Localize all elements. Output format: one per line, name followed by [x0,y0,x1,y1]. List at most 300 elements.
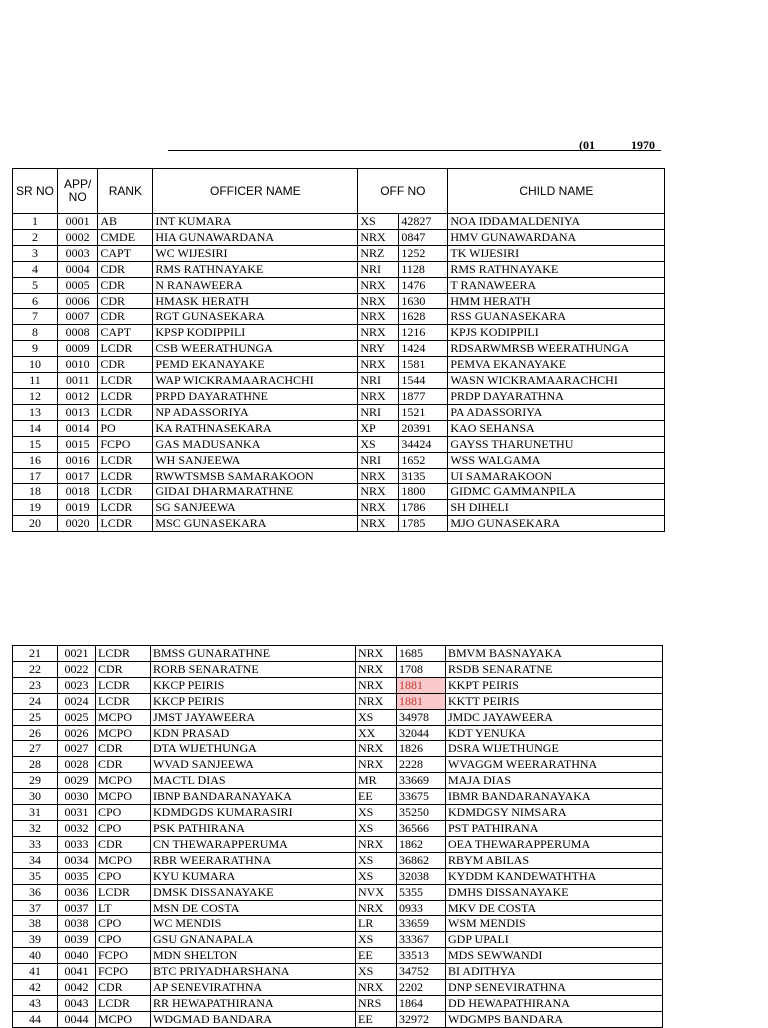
sr-no-cell: 11 [13,373,58,389]
officer-name-cell: MSC GUNASEKARA [153,516,358,532]
app-no-cell: 0036 [58,884,96,900]
child-name-cell: PRDP DAYARATHNA [448,388,665,404]
sr-no-cell: 5 [13,277,58,293]
off-no-number-cell: 1128 [399,261,448,277]
rank-cell: CAPT [98,325,153,341]
app-no-cell: 0003 [58,245,98,261]
off-no-prefix-cell: XS [358,436,399,452]
off-no-prefix-cell: XS [356,709,397,725]
off-no-prefix-cell: NRI [358,261,399,277]
rank-cell: MCPO [96,709,151,725]
rank-cell: CPO [96,805,151,821]
off-no-prefix-cell: EE [356,789,397,805]
table-row [13,900,663,916]
rank-cell: LCDR [98,452,153,468]
officer-name-cell: GIDAI DHARMARATHNE [153,484,358,500]
rank-cell: LCDR [96,646,151,662]
sr-no-cell: 10 [13,357,58,373]
sr-no-cell: 6 [13,293,58,309]
officer-name-cell: SG SANJEEWA [153,500,358,516]
app-no-cell: 0027 [58,741,96,757]
child-name-cell: DMHS DISSANAYAKE [446,884,663,900]
app-no-cell: 0013 [58,404,98,420]
app-no-cell: 0017 [58,468,98,484]
off-no-number-cell: 32972 [397,1011,446,1027]
off-no-number-cell: 1581 [399,357,448,373]
table-row [13,277,665,293]
officer-name-cell: KDN PRASAD [151,725,356,741]
app-no-cell: 0042 [58,980,96,996]
off-no-prefix-cell: XS [358,214,399,230]
app-no-cell: 0025 [58,709,96,725]
rank-cell: CPO [96,932,151,948]
off-no-prefix-cell: NRI [358,373,399,389]
sr-no-cell: 42 [13,980,58,996]
child-name-cell: T RANAWEERA [448,277,665,293]
off-no-number-cell: 1862 [397,836,446,852]
off-no-prefix-cell: XS [356,852,397,868]
rank-cell: LCDR [96,884,151,900]
child-name-cell: MJO GUNASEKARA [448,516,665,532]
rank-cell: MCPO [96,1011,151,1027]
officer-name-cell: PRPD DAYARATHNE [153,388,358,404]
sr-no-cell: 24 [13,693,58,709]
child-name-cell: GDP UPALI [446,932,663,948]
sr-no-cell: 7 [13,309,58,325]
sr-no-cell: 9 [13,341,58,357]
off-no-number-cell: 1544 [399,373,448,389]
officer-name-cell: MACTL DIAS [151,773,356,789]
child-name-cell: RSDB SENARATNE [446,661,663,677]
table-row [13,725,663,741]
off-no-number-cell: 1877 [399,388,448,404]
header-underline [168,150,661,151]
officer-name-cell: KKCP PEIRIS [151,677,356,693]
child-name-cell: WSM MENDIS [446,916,663,932]
officer-name-cell: PSK PATHIRANA [151,820,356,836]
table-row [13,980,663,996]
app-no-cell: 0005 [58,277,98,293]
off-no-prefix-cell: XX [356,725,397,741]
rank-cell: LCDR [98,500,153,516]
sr-no-cell: 1 [13,214,58,230]
app-no-cell: 0029 [58,773,96,789]
header-ref-open: (01 [579,138,595,152]
off-no-number-cell: 32038 [397,868,446,884]
rank-cell: MCPO [96,789,151,805]
officer-name-cell: WAP WICKRAMAARACHCHI [153,373,358,389]
app-no-cell: 0024 [58,693,96,709]
child-name-cell: GAYSS THARUNETHU [448,436,665,452]
app-no-cell: 0043 [58,995,96,1011]
table-row [13,789,663,805]
off-no-number-cell: 1786 [399,500,448,516]
rank-cell: CDR [98,357,153,373]
off-no-prefix-cell: NRX [356,677,397,693]
child-name-cell: WASN WICKRAMAARACHCHI [448,373,665,389]
sr-no-cell: 39 [13,932,58,948]
rank-cell: CDR [98,261,153,277]
app-no-cell: 0020 [58,516,98,532]
off-no-prefix-cell: NRX [358,468,399,484]
rank-cell: CPO [96,820,151,836]
child-name-cell: SH DIHELI [448,500,665,516]
sr-no-cell: 44 [13,1011,58,1027]
rank-cell: CDR [96,757,151,773]
app-no-cell: 0040 [58,948,96,964]
table-row [13,995,663,1011]
child-name-cell: RMS RATHNAYAKE [448,261,665,277]
sr-no-cell: 14 [13,420,58,436]
sr-no-cell: 41 [13,964,58,980]
officer-name-cell: NP ADASSORIYA [153,404,358,420]
rank-cell: LCDR [98,484,153,500]
rank-cell: LCDR [98,341,153,357]
off-no-number-cell: 33669 [397,773,446,789]
off-no-prefix-cell: MR [356,773,397,789]
sr-no-cell: 26 [13,725,58,741]
officer-name-cell: KDMDGDS KUMARASIRI [151,805,356,821]
app-no-cell: 0028 [58,757,96,773]
child-name-cell: TK WIJESIRI [448,245,665,261]
officer-table-1 [12,168,665,532]
sr-no-cell: 30 [13,789,58,805]
col-officer-name: OFFICER NAME [153,169,358,214]
off-no-number-cell: 33513 [397,948,446,964]
table-row [13,516,665,532]
off-no-prefix-cell: NRX [356,900,397,916]
rank-cell: LCDR [98,516,153,532]
table-row [13,261,665,277]
table-header-row [13,169,665,214]
off-no-number-cell: 36862 [397,852,446,868]
off-no-number-cell: 1628 [399,309,448,325]
off-no-number-cell: 34978 [397,709,446,725]
officer-name-cell: BTC PRIYADHARSHANA [151,964,356,980]
app-no-cell: 0014 [58,420,98,436]
off-no-prefix-cell: NRX [356,757,397,773]
app-no-cell: 0006 [58,293,98,309]
table-row [13,709,663,725]
child-name-cell: MDS SEWWANDI [446,948,663,964]
off-no-prefix-cell: XS [356,964,397,980]
rank-cell: CDR [96,836,151,852]
table-row [13,932,663,948]
table-row [13,452,665,468]
table-row [13,757,663,773]
officer-name-cell: AP SENEVIRATHNA [151,980,356,996]
sr-no-cell: 22 [13,661,58,677]
off-no-number-cell: 1800 [399,484,448,500]
off-no-number-cell: 2202 [397,980,446,996]
officer-name-cell: RBR WEERARATHNA [151,852,356,868]
table-row [13,309,665,325]
table-row [13,820,663,836]
rank-cell: LCDR [98,468,153,484]
rank-cell: LCDR [96,693,151,709]
app-no-cell: 0016 [58,452,98,468]
table-row [13,661,663,677]
child-name-cell: WVAGGM WEERARATHNA [446,757,663,773]
off-no-prefix-cell: NRX [356,836,397,852]
sr-no-cell: 23 [13,677,58,693]
sr-no-cell: 33 [13,836,58,852]
off-no-number-cell: 36566 [397,820,446,836]
app-no-cell: 0018 [58,484,98,500]
officer-name-cell: DTA WIJETHUNGA [151,741,356,757]
app-no-cell: 0031 [58,805,96,821]
col-sr-no: SR NO [13,169,58,214]
off-no-prefix-cell: NRS [356,995,397,1011]
off-no-prefix-cell: LR [356,916,397,932]
table-row [13,884,663,900]
app-no-cell: 0002 [58,229,98,245]
app-no-cell: 0008 [58,325,98,341]
off-no-prefix-cell: EE [356,948,397,964]
app-no-cell: 0007 [58,309,98,325]
officer-name-cell: WC MENDIS [151,916,356,932]
rank-cell: LCDR [96,677,151,693]
app-no-cell: 0039 [58,932,96,948]
off-no-number-cell: 1685 [397,646,446,662]
off-no-number-cell: 33675 [397,789,446,805]
off-no-prefix-cell: XP [358,420,399,436]
table-row [13,741,663,757]
sr-no-cell: 18 [13,484,58,500]
officer-name-cell: N RANAWEERA [153,277,358,293]
off-no-number-cell: 5355 [397,884,446,900]
sr-no-cell: 16 [13,452,58,468]
rank-cell: CDR [96,980,151,996]
app-no-cell: 0038 [58,916,96,932]
app-no-cell: 0022 [58,661,96,677]
rank-cell: PO [98,420,153,436]
off-no-prefix-cell: NRX [358,277,399,293]
off-no-prefix-cell: EE [356,1011,397,1027]
officer-name-cell: BMSS GUNARATHNE [151,646,356,662]
rank-cell: CAPT [98,245,153,261]
child-name-cell: RBYM ABILAS [446,852,663,868]
child-name-cell: MKV DE COSTA [446,900,663,916]
child-name-cell: UI SAMARAKOON [448,468,665,484]
col-off-no: OFF NO [358,169,448,214]
table-row [13,468,665,484]
table-row [13,341,665,357]
officer-name-cell: GSU GNANAPALA [151,932,356,948]
app-no-cell: 0012 [58,388,98,404]
table-row [13,677,663,693]
off-no-prefix-cell: XS [356,868,397,884]
child-name-cell: KAO SEHANSA [448,420,665,436]
officer-name-cell: WDGMAD BANDARA [151,1011,356,1027]
child-name-cell: HMV GUNAWARDANA [448,229,665,245]
header-year: 1970 [631,138,655,152]
off-no-number-cell: 1630 [399,293,448,309]
rank-cell: CDR [96,661,151,677]
col-app-no: APP/ NO [58,169,98,214]
off-no-number-cell: 1424 [399,341,448,357]
officer-name-cell: KPSP KODIPPILI [153,325,358,341]
off-no-number-cell: 2228 [397,757,446,773]
app-no-cell: 0009 [58,341,98,357]
off-no-number-cell: 33367 [397,932,446,948]
off-no-number-cell: 42827 [399,214,448,230]
sr-no-cell: 12 [13,388,58,404]
table-body-2 [13,646,663,1028]
officer-name-cell: WC WIJESIRI [153,245,358,261]
off-no-number-cell: 1652 [399,452,448,468]
sr-no-cell: 37 [13,900,58,916]
child-name-cell: KKTT PEIRIS [446,693,663,709]
off-no-prefix-cell: NRX [358,500,399,516]
app-no-cell: 0026 [58,725,96,741]
app-no-cell: 0035 [58,868,96,884]
table-row [13,404,665,420]
off-no-number-cell: 34424 [399,436,448,452]
table-row [13,693,663,709]
officer-name-cell: CSB WEERATHUNGA [153,341,358,357]
sr-no-cell: 20 [13,516,58,532]
officer-name-cell: MSN DE COSTA [151,900,356,916]
app-no-cell: 0015 [58,436,98,452]
officer-name-cell: MDN SHELTON [151,948,356,964]
off-no-number-cell: 0933 [397,900,446,916]
table-row [13,229,665,245]
off-no-prefix-cell: NRI [358,404,399,420]
off-no-prefix-cell: NRX [358,229,399,245]
rank-cell: CPO [96,916,151,932]
sr-no-cell: 2 [13,229,58,245]
table-row [13,916,663,932]
child-name-cell: GIDMC GAMMANPILA [448,484,665,500]
rank-cell: CPO [96,868,151,884]
child-name-cell: MAJA DIAS [446,773,663,789]
off-no-number-cell: 1826 [397,741,446,757]
child-name-cell: PA ADASSORIYA [448,404,665,420]
child-name-cell: RSS GUANASEKARA [448,309,665,325]
off-no-number-cell: 1881 [397,677,446,693]
app-no-cell: 0044 [58,1011,96,1027]
table-row [13,436,665,452]
child-name-cell: RDSARWMRSB WEERATHUNGA [448,341,665,357]
off-no-number-cell: 1881 [397,693,446,709]
sr-no-cell: 31 [13,805,58,821]
officer-name-cell: RMS RATHNAYAKE [153,261,358,277]
off-no-number-cell: 1476 [399,277,448,293]
col-child-name: CHILD NAME [448,169,665,214]
sr-no-cell: 15 [13,436,58,452]
sr-no-cell: 43 [13,995,58,1011]
rank-cell: LCDR [98,404,153,420]
sr-no-cell: 32 [13,820,58,836]
off-no-number-cell: 0847 [399,229,448,245]
app-no-cell: 0034 [58,852,96,868]
officer-name-cell: GAS MADUSANKA [153,436,358,452]
child-name-cell: PEMVA EKANAYAKE [448,357,665,373]
table-row [13,836,663,852]
child-name-cell: DD HEWAPATHIRANA [446,995,663,1011]
officer-name-cell: KYU KUMARA [151,868,356,884]
off-no-number-cell: 34752 [397,964,446,980]
table-row [13,388,665,404]
off-no-prefix-cell: NRX [358,293,399,309]
off-no-prefix-cell: NRZ [358,245,399,261]
table-row [13,1011,663,1027]
child-name-cell: WSS WALGAMA [448,452,665,468]
officer-name-cell: HIA GUNAWARDANA [153,229,358,245]
off-no-prefix-cell: XS [356,820,397,836]
off-no-number-cell: 1216 [399,325,448,341]
off-no-prefix-cell: NRX [356,980,397,996]
rank-cell: CDR [98,277,153,293]
child-name-cell: WDGMPS BANDARA [446,1011,663,1027]
app-no-cell: 0023 [58,677,96,693]
table-row [13,484,665,500]
off-no-number-cell: 33659 [397,916,446,932]
officer-name-cell: RR HEWAPATHIRANA [151,995,356,1011]
sr-no-cell: 28 [13,757,58,773]
child-name-cell: BI ADITHYA [446,964,663,980]
child-name-cell: PST PATHIRANA [446,820,663,836]
sr-no-cell: 29 [13,773,58,789]
officer-name-cell: PEMD EKANAYAKE [153,357,358,373]
app-no-cell: 0004 [58,261,98,277]
officer-name-cell: INT KUMARA [153,214,358,230]
sr-no-cell: 38 [13,916,58,932]
table-row [13,805,663,821]
sr-no-cell: 34 [13,852,58,868]
table-row [13,214,665,230]
sr-no-cell: 25 [13,709,58,725]
child-name-cell: KYDDM KANDEWATHTHA [446,868,663,884]
sr-no-cell: 27 [13,741,58,757]
sr-no-cell: 21 [13,646,58,662]
officer-name-cell: RORB SENARATNE [151,661,356,677]
table-row [13,964,663,980]
app-no-cell: 0032 [58,820,96,836]
child-name-cell: BMVM BASNAYAKA [446,646,663,662]
off-no-number-cell: 32044 [397,725,446,741]
child-name-cell: DSRA WIJETHUNGE [446,741,663,757]
app-no-cell: 0021 [58,646,96,662]
rank-cell: LCDR [98,388,153,404]
off-no-prefix-cell: NRX [356,661,397,677]
app-no-cell: 0001 [58,214,98,230]
officer-name-cell: CN THEWARAPPERUMA [151,836,356,852]
app-no-cell: 0010 [58,357,98,373]
rank-cell: MCPO [96,725,151,741]
off-no-prefix-cell: NRX [356,741,397,757]
sr-no-cell: 13 [13,404,58,420]
table-row [13,245,665,261]
app-no-cell: 0037 [58,900,96,916]
table-row [13,773,663,789]
rank-cell: CDR [96,741,151,757]
rank-cell: FCPO [98,436,153,452]
child-name-cell: OEA THEWARAPPERUMA [446,836,663,852]
app-no-cell: 0019 [58,500,98,516]
rank-cell: FCPO [96,964,151,980]
off-no-prefix-cell: NRX [358,309,399,325]
table-row [13,420,665,436]
officer-name-cell: IBNP BANDARANAYAKA [151,789,356,805]
off-no-prefix-cell: NRI [358,452,399,468]
officer-name-cell: WH SANJEEWA [153,452,358,468]
table-row [13,293,665,309]
off-no-prefix-cell: NRX [358,357,399,373]
rank-cell: LT [96,900,151,916]
officer-name-cell: KA RATHNASEKARA [153,420,358,436]
